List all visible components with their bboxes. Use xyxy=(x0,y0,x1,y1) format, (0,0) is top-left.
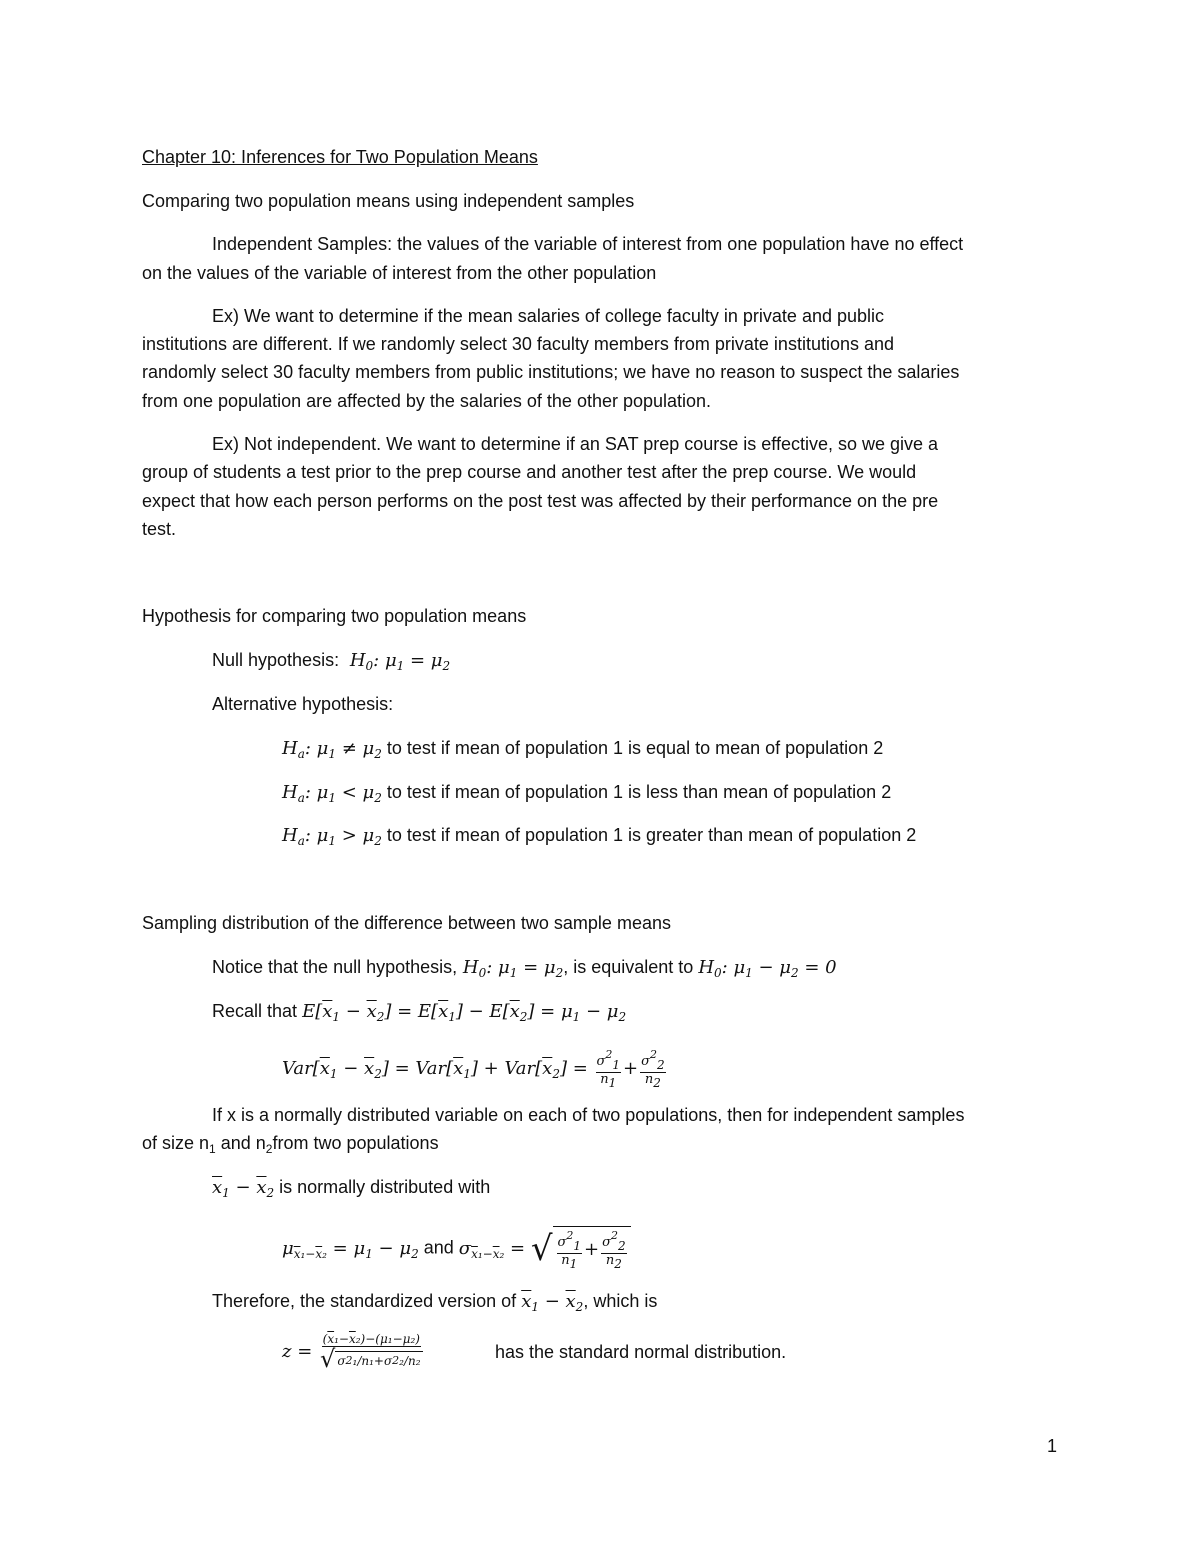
sample-size-line: of size $n_1$ and $n_2from$ two populations xyxy=(142,1133,439,1156)
section-heading-independent: Comparing two population means using independent samples xyxy=(142,191,635,211)
z-formula: z = $(\overline{x}_1-\overline{x}_2)-(\mu_1-\mu_2)$ √ σ 2 ₁/n₁+σ 2 ₂/n₂ xyxy=(282,1332,421,1373)
notice-line: Notice that the null hypothesis, $H_0$: $\mu_1 = \mu_2$, is equivalent to $H_0$: $\mu_1 - \mu_2 = 0$ xyxy=(212,957,837,980)
paragraph-line: Independent Samples: the values of the variable of interest from one population have no effect xyxy=(212,234,964,254)
page-title: Chapter 10: Inferences for Two Population Means xyxy=(142,147,538,167)
section-heading-hypothesis: Hypothesis for comparing two population means xyxy=(142,606,527,626)
paragraph-line: test. xyxy=(142,519,177,539)
paragraph-line: on the values of the variable of interest from the other population xyxy=(142,263,657,283)
paragraph-line: randomly select 30 faculty members from public institutions; we have no reason to suspect the salaries xyxy=(142,362,960,382)
paragraph-line: from one population are affected by the salaries of the other population. xyxy=(142,391,712,411)
mean-sd-formula: $\mu_{\overline{x}_1-\overline{x}_2} = \mu_1 - \mu_2$ and $\sigma_{\overline{x}_1-\overline{x}_2}$ = √ $\frac{\sigma^21}{n1}$ + $\frac{\sigma^22}{n2}$ xyxy=(282,1226,631,1271)
expectation-line: Recall that $E[\overline{x}_1 - \overline{x}_2] = E[\overline{x}_1] - E[\overline{x}_2] = \mu_1 - \mu_2$ xyxy=(212,1001,627,1024)
alt-hypothesis-gt: $H_a$: $\mu_1 > \mu_2$ to test if mean of population 1 is greater than mean of population 2 xyxy=(282,825,917,848)
paragraph-line: Ex) We want to determine if the mean salaries of college faculty in private and public xyxy=(212,306,885,326)
null-hypothesis: Null hypothesis: $H_0$: $\mu_1 = \mu_2$ xyxy=(212,650,451,673)
paragraph-line: expect that how each person performs on the post test was affected by their performance on the pre xyxy=(142,491,939,511)
alternative-label: Alternative hypothesis: xyxy=(212,694,394,714)
paragraph-line: institutions are different. If we randomly select 30 faculty members from private institutions and xyxy=(142,334,895,354)
page-number: 1 xyxy=(1047,1436,1058,1456)
section-heading-sampling: Sampling distribution of the difference between two sample means xyxy=(142,913,671,933)
paragraph-line: Ex) Not independent. We want to determine if an SAT prep course is effective, so we give a xyxy=(212,434,939,454)
alt-hypothesis-ne: $H_a$: $\mu_1 \ne \mu_2$ to test if mean of population 1 is equal to mean of population 2 xyxy=(282,738,884,761)
paragraph-line: If x is a normally distributed variable on each of two populations, then for independent samples xyxy=(212,1105,965,1125)
therefore-line: Therefore, the standardized version of $\overline{x}_1 - \overline{x}_2$, which is xyxy=(212,1291,658,1314)
alt-hypothesis-lt: $H_a$: $\mu_1 < \mu_2$ to test if mean of population 1 is less than mean of population 2 xyxy=(282,782,892,805)
normal-dist-line: $\overline{x}_1 - \overline{x}_2$ is normally distributed with xyxy=(212,1177,491,1200)
variance-formula: $Var[\overline{x}_1 - \overline{x}_2] = Var[\overline{x}_1] + Var[\overline{x}_2]$ = $\frac{\sigma^21}{n1}$ + $\frac{\sigma^22}{n2}$ xyxy=(282,1048,665,1090)
std-normal-text: has the standard normal distribution. xyxy=(495,1342,787,1362)
paragraph-line: group of students a test prior to the prep course and another test after the prep course. We would xyxy=(142,462,917,482)
